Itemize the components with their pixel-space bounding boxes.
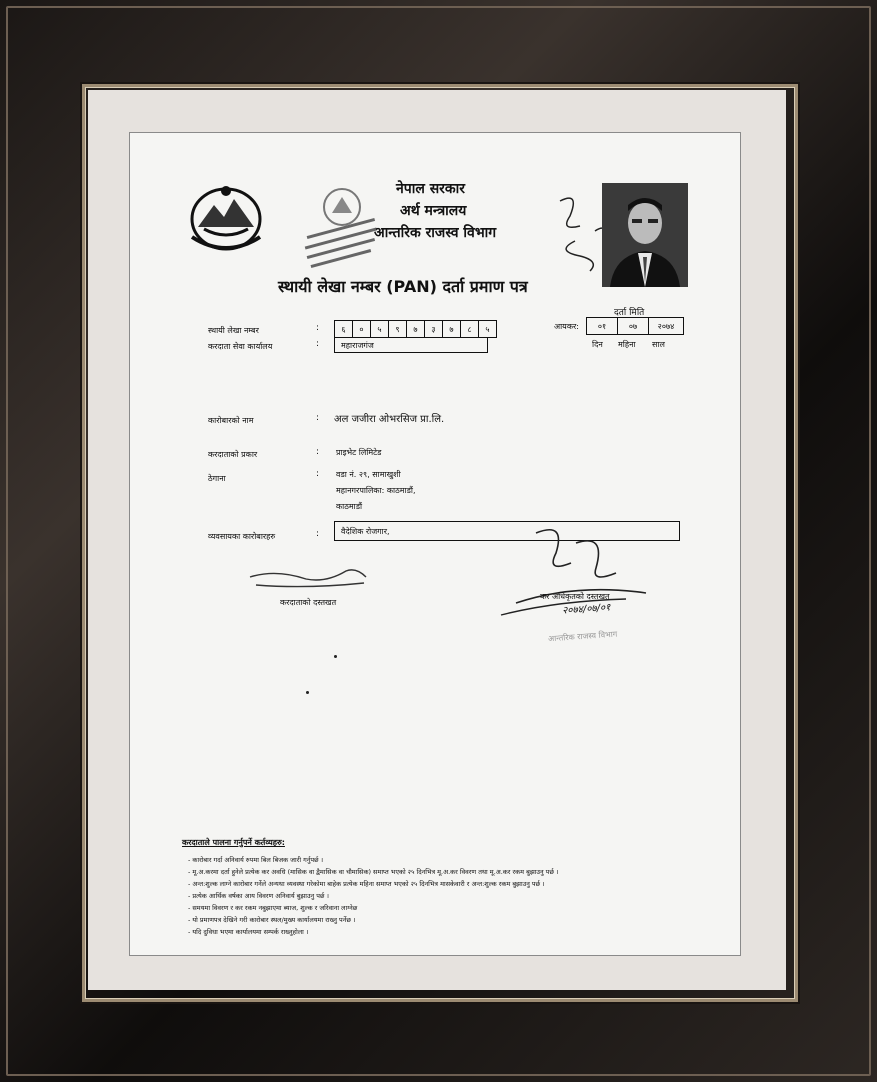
duty-item: - समयमा विवरण र कर रकम नबुझाएमा ब्याज, शुल्क र जरिवाना लाग्नेछ — [188, 904, 358, 912]
registration-date-prefix: आयकर: — [554, 322, 579, 331]
business-activities-colon: : — [316, 529, 320, 539]
pan-digit: ९ — [389, 321, 407, 337]
taxpayer-signature-label: करदाताको दस्तखत — [280, 598, 337, 607]
duty-item: - यो प्रमाणपत्र देखिने गरी कारोबार स्थल/मुख्य कार्यालयमा राख्नु पर्नेछ । — [188, 916, 356, 924]
header-department: आन्तरिक राजस्व विभाग — [374, 225, 497, 241]
header-ministry: अर्थ मन्त्रालय — [400, 203, 467, 219]
taxpayer-type-label: करदाताको प्रकार — [208, 450, 258, 459]
duty-item: - मू.अ.करमा दर्ता हुनेले प्रत्येक कर अवधि (मासिक वा द्वैमासिक वा चौमासिक) समाप्त भएको २५ दिनभित्र मू.अ.कर विवरण तथा मू.अ.कर रकम बुझाउनु पर्छ । — [188, 868, 559, 876]
date-year-label: साल — [652, 340, 665, 349]
officer-signature-label: कर अधिकृतको दस्तखत — [540, 592, 610, 601]
registration-date-label: दर्ता मिति — [614, 308, 645, 318]
address-line1: वडा नं. २९, सामाखुशी — [336, 470, 401, 479]
ink-speck — [334, 655, 337, 658]
pan-digit: ७ — [443, 321, 461, 337]
office-label: करदाता सेवा कार्यालय — [208, 342, 273, 351]
office-colon: : — [316, 339, 320, 349]
business-name-colon: : — [316, 413, 320, 423]
address-line2: महानगरपालिका: काठमाडौं, — [336, 486, 416, 495]
pan-digit: ५ — [371, 321, 389, 337]
pan-digit: ७ — [407, 321, 425, 337]
taxpayer-type-colon: : — [316, 447, 320, 457]
header-government: नेपाल सरकार — [396, 181, 466, 197]
date-month-label: महिना — [618, 340, 636, 349]
pan-digit: ० — [353, 321, 371, 337]
duty-item: - प्रत्येक आर्थिक वर्षका आय विवरण अनिवार्य बुझाउनु पर्छ । — [188, 892, 330, 900]
certificate-title: स्थायी लेखा नम्बर (PAN) दर्ता प्रमाण पत्र — [278, 277, 528, 296]
ink-speck — [306, 691, 309, 694]
duty-item: - अन्त:शुल्क लाग्ने कारोबार गर्नेले अन्यथा व्यवस्था गरेकोमा बाहेक प्रत्येक महिना समाप्त भएको २५ दिनभित्र मासकेवारी र अन्त:शुल्क रकम बुझाउनु पर्छ । — [188, 880, 545, 888]
registration-date-boxes — [586, 317, 684, 335]
pan-colon: : — [316, 323, 320, 333]
duties-title: करदाताले पालना गर्नुपर्ने कर्तव्यहरु: — [182, 838, 285, 847]
pan-certificate — [130, 133, 740, 955]
address-colon: : — [316, 469, 320, 479]
business-name-label: कारोबारको नाम — [208, 416, 254, 425]
duty-item: - यदि दुविधा भएमा कार्यालयमा सम्पर्क राख्नुहोला । — [188, 928, 309, 936]
applicant-photo — [602, 183, 688, 287]
taxpayer-signature-icon — [246, 563, 372, 593]
faint-stamp-text: आन्तरिक राजस्व विभाग — [547, 629, 618, 644]
taxpayer-type-value: प्राइभेट लिमिटेड — [336, 448, 382, 457]
date-day: ०१ — [587, 318, 618, 334]
nepal-emblem-icon — [184, 179, 268, 259]
pan-digit: ८ — [461, 321, 479, 337]
duty-item: - कारोबार गर्दा अनिवार्य रुपमा बिल बिजक जारी गर्नुपर्छ । — [188, 856, 324, 864]
business-activities-label: व्यवसायका कारोबारहरु — [208, 532, 276, 541]
office-value: महाराजगंज — [334, 337, 488, 353]
date-year: २०७४ — [657, 321, 675, 331]
address-label: ठेगाना — [208, 474, 226, 483]
business-activities-value: वैदेशिक रोजगार, — [334, 521, 680, 541]
officer-signature-date: २०७४/०७/०१ — [561, 602, 611, 617]
address-line3: काठमाडौं — [336, 502, 363, 511]
pan-number-boxes — [334, 320, 497, 338]
pan-label: स्थायी लेखा नम्बर — [208, 326, 259, 335]
pan-digit: ५ — [485, 324, 490, 334]
business-name-value: अल जजीरा ओभरसिज प्रा.लि. — [334, 414, 445, 425]
pan-digit: ३ — [425, 321, 443, 337]
date-month: ०७ — [618, 318, 649, 334]
date-day-label: दिन — [592, 340, 603, 349]
pan-digit: ६ — [335, 321, 353, 337]
